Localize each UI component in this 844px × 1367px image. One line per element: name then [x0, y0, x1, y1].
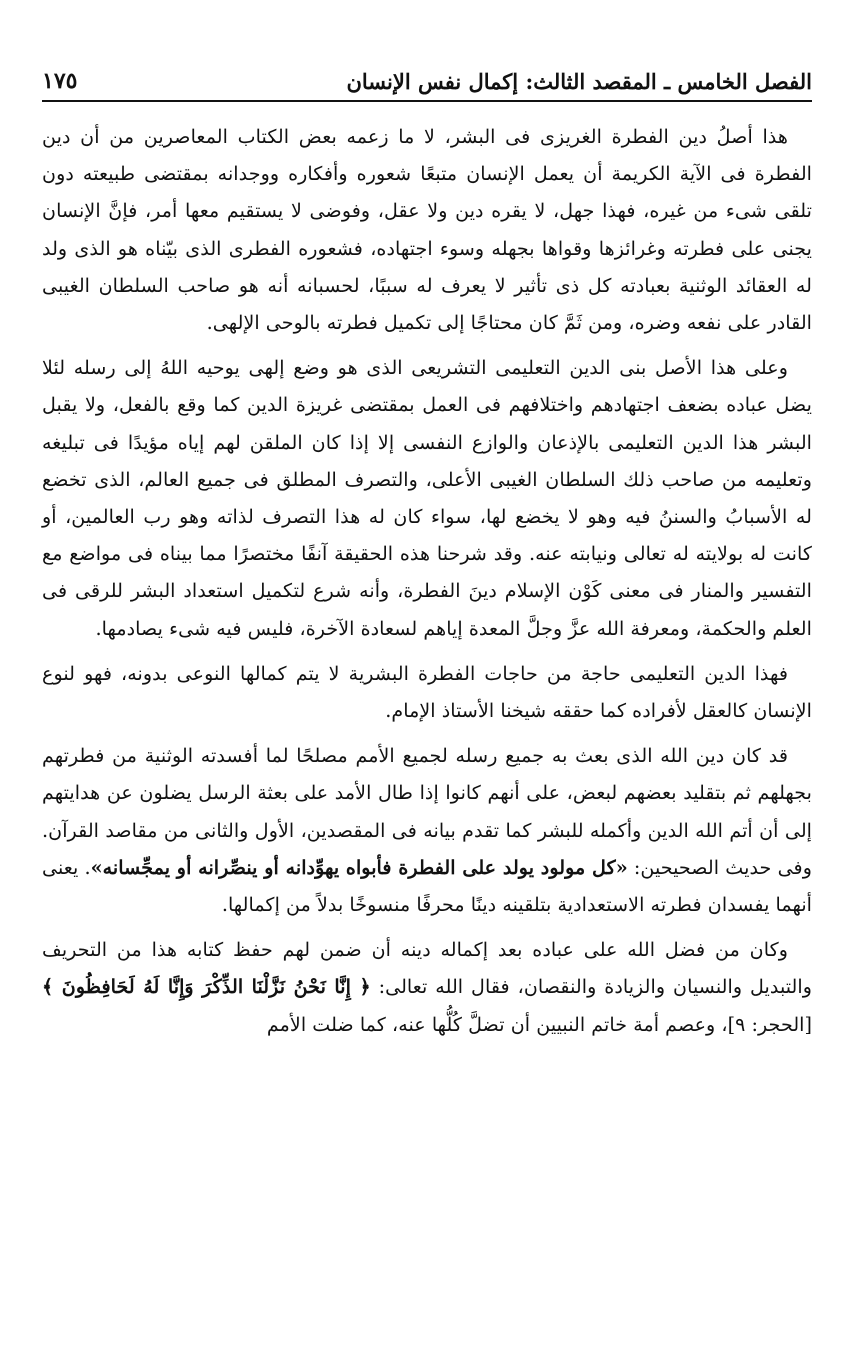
page-number: ١٧٥: [42, 68, 78, 94]
quran-verse: ﴿ إِنَّا نَحْنُ نَزَّلْنَا الذِّكْرَ وَإِنَّا لَهُ لَحَافِظُونَ ﴾: [42, 975, 371, 999]
paragraph-1: هذا أصلُ دين الفطرة الغريزى فى البشر، لا ما زعمه بعض الكتاب المعاصرين من أن دين الفطرة فى الآية الكريمة أن يعمل الإنسان متبعًا شعوره وأفكاره ووجدانه بمقتضى طبيعته دون تلقى شىء من غيره، فهذا جهل، لا يقره دين ولا عقل، وفوضى لا يستقيم معها أمر، فإنَّ الإنسان يجنى على فطرته وغرائزها وقواها بجهله وسوء اجتهاده، فشعوره الفطرى الذى بيّناه هو الذى ولد له العقائد الوثنية بعبادته كل ذى تأثير لا يعرف له سببًا، لحسبانه أنه هو صاحب السلطان الغيبى القادر على نفعه وضره، ومن ثَمَّ كان محتاجًا إلى تكميل فطرته بالوحى الإلهى.: [42, 125, 812, 335]
paragraph-4: قد كان دين الله الذى بعث به جميع رسله لجميع الأمم مصلحًا لما أفسدته الوثنية من فطرتهم بجهلهم ثم بتقليد بعضهم لبعض، على أنهم كانوا إذا طال الأمد على بعثة الرسل يضلون عن هدايتهم إلى أن أتم الله الدين وأكمله للبشر كما تقدم بيانه فى المقصدين، الأول والثانى من مقاصد القرآن. وفى حديث الصحيحين: «كل مولود يولد على الفطرة فأبواه يهوِّدانه أو ينصِّرانه أو يمجِّسانه». يعنى أنهما يفسدان فطرته الاستعدادية بتلقينه دينًا محرفًا منسوخًا بدلاً من إكمالها.: [42, 744, 812, 917]
paragraph-5: وكان من فضل الله على عباده بعد إكماله دينه أن ضمن لهم حفظ كتابه هذا من التحريف والتبديل والنسيان والزيادة والنقصان، فقال الله تعالى: ﴿ إِنَّا نَحْنُ نَزَّلْنَا الذِّكْرَ وَإِنَّا لَهُ لَحَافِظُونَ ﴾ [الحجر: ٩]، وعصم أمة خاتم النبيين أن تضلَّ كُلُّها عنه، كما ضلت الأمم: [42, 938, 812, 1036]
paragraph-3: فهذا الدين التعليمى حاجة من حاجات الفطرة البشرية لا يتم كمالها النوعى بدونه، فهو لنوع الإنسان كالعقل لأفراده كما حققه شيخنا الأستاذ الإمام.: [42, 661, 812, 723]
body-text: [42, 118, 812, 1043]
hadith-quote: «كل مولود يولد على الفطرة فأبواه يهوِّدانه أو ينصِّرانه أو يمجِّسانه»: [90, 855, 628, 879]
paragraph-2: وعلى هذا الأصل بنى الدين التعليمى التشريعى الذى هو وضع إلهى يوحيه اللهُ إلى رسله لئلا يضل عباده بضعف اجتهادهم واختلافهم فى العمل بمقتضى غريزة الدين كما وقع بالفعل، ولا يقبل البشر هذا الدين التعليمى بالإذعان والوازع النفسى إلا إذا كان الملقن لهم إياه مؤيدًا فى تبليغه وتعليمه من صاحب ذلك السلطان الغيبى الأعلى، والتصرف المطلق فى جميع العالم، الذى تخضع له الأسبابُ والسننُ فيه وهو لا يخضع لها، سواء كان له هذا التصرف لذاته وهو رب العالمين، أو كانت له بولايته له تعالى ونيابته عنه. وقد شرحنا هذه الحقيقة آنفًا مختصرًا مما بيناه فى مواضع مع التفسير والمنار فى معنى كَوْن الإسلام دينَ الفطرة، وأنه شرع لتكميل استعداد البشر للرقى فى العلم والحكمة، ومعرفة الله عزَّ وجلَّ المعدة إياهم لسعادة الآخرة، فليس فيه شىء يصادمها.: [42, 356, 812, 640]
chapter-title: الفصل الخامس ـ المقصد الثالث: إكمال نفس الإنسان: [346, 69, 812, 94]
running-header: [42, 58, 812, 94]
header-rule: [42, 100, 812, 102]
